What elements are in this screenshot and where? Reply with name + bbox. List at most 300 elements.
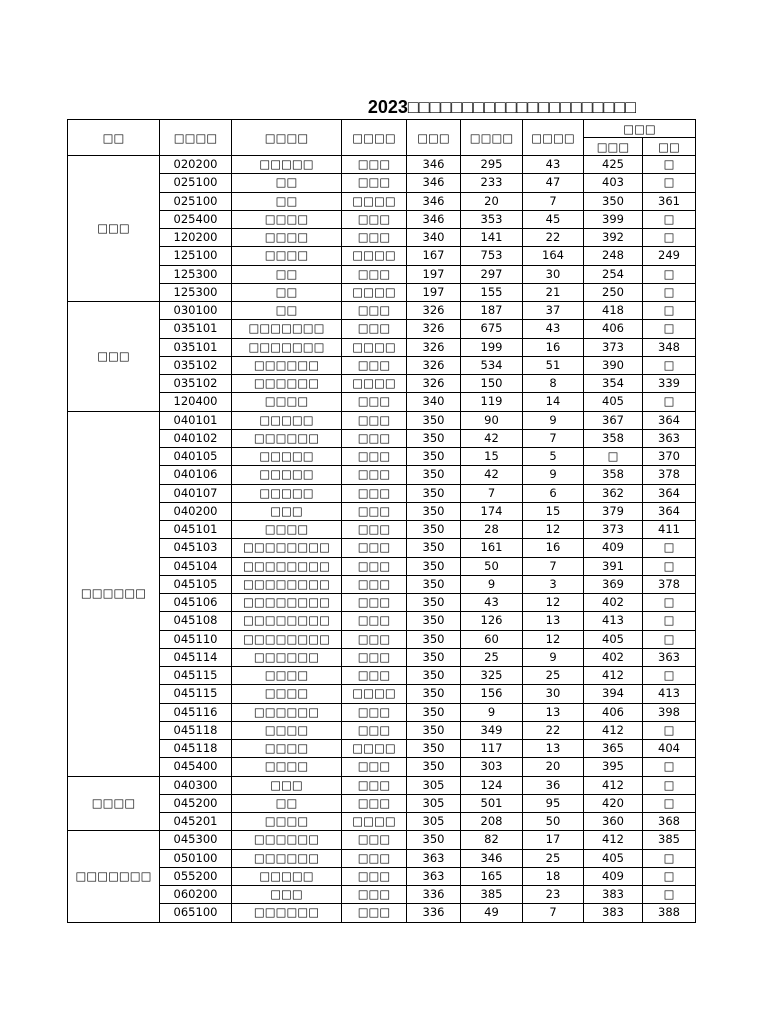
score-line-cell: 326: [407, 302, 461, 320]
admitted-cell: 43: [523, 156, 584, 174]
table-row: [68, 667, 696, 685]
max-score-cell: 250: [584, 283, 643, 301]
max-score-cell: 412: [584, 831, 643, 849]
admitted-cell: 12: [523, 630, 584, 648]
major-code-cell: 045105: [160, 575, 232, 593]
major-name-cell: □□□□□□: [232, 429, 342, 447]
table-row: [68, 411, 696, 429]
major-name-cell: □□□□□□: [232, 831, 342, 849]
table-row: [68, 375, 696, 393]
study-type-cell: □□□: [342, 502, 407, 520]
score-line-cell: 346: [407, 156, 461, 174]
admitted-cell: 22: [523, 229, 584, 247]
applicants-cell: 7: [461, 484, 523, 502]
max-score-cell: 409: [584, 539, 643, 557]
major-name-cell: □□□□□□□: [232, 320, 342, 338]
max-score-cell: 350: [584, 192, 643, 210]
major-name-cell: □□□□□□: [232, 648, 342, 666]
table-row: [68, 247, 696, 265]
major-name-cell: □□: [232, 283, 342, 301]
max-score-cell: 409: [584, 867, 643, 885]
score-line-cell: 350: [407, 539, 461, 557]
applicants-cell: 20: [461, 192, 523, 210]
min-score-cell: □: [643, 630, 696, 648]
admitted-cell: 5: [523, 448, 584, 466]
min-score-cell: □: [643, 539, 696, 557]
table-row: [68, 521, 696, 539]
study-type-cell: □□□: [342, 302, 407, 320]
applicants-cell: 675: [461, 320, 523, 338]
min-score-cell: 378: [643, 575, 696, 593]
max-score-cell: □: [584, 448, 643, 466]
min-score-cell: □: [643, 302, 696, 320]
major-name-cell: □□□□: [232, 740, 342, 758]
admitted-cell: 12: [523, 521, 584, 539]
applicants-cell: 174: [461, 502, 523, 520]
major-name-cell: □□□□□: [232, 867, 342, 885]
admitted-cell: 16: [523, 338, 584, 356]
major-name-cell: □□□□: [232, 667, 342, 685]
max-score-cell: 405: [584, 393, 643, 411]
table-row: [68, 484, 696, 502]
major-code-cell: 040200: [160, 502, 232, 520]
admitted-cell: 17: [523, 831, 584, 849]
study-type-cell: □□□: [342, 229, 407, 247]
major-code-cell: 055200: [160, 867, 232, 885]
applicants-cell: 349: [461, 721, 523, 739]
table-row: [68, 356, 696, 374]
min-score-cell: □: [643, 721, 696, 739]
applicants-cell: 9: [461, 575, 523, 593]
table-row: [68, 594, 696, 612]
major-code-cell: 045118: [160, 721, 232, 739]
min-score-cell: 368: [643, 813, 696, 831]
admitted-cell: 30: [523, 265, 584, 283]
max-score-cell: 405: [584, 849, 643, 867]
admitted-cell: 13: [523, 740, 584, 758]
major-code-cell: 035102: [160, 375, 232, 393]
max-score-cell: 402: [584, 594, 643, 612]
major-code-cell: 045101: [160, 521, 232, 539]
score-line-cell: 305: [407, 776, 461, 794]
max-score-cell: 418: [584, 302, 643, 320]
score-line-cell: 350: [407, 630, 461, 648]
major-code-cell: 040107: [160, 484, 232, 502]
major-code-cell: 045103: [160, 539, 232, 557]
header-admitted: □□□□: [523, 120, 584, 156]
major-name-cell: □□□□□: [232, 484, 342, 502]
major-name-cell: □□□□: [232, 229, 342, 247]
header-major-name: □□□□: [232, 120, 342, 156]
study-type-cell: □□□□: [342, 283, 407, 301]
min-score-cell: □: [643, 320, 696, 338]
applicants-cell: 155: [461, 283, 523, 301]
study-type-cell: □□□: [342, 320, 407, 338]
max-score-cell: 391: [584, 557, 643, 575]
major-name-cell: □□: [232, 174, 342, 192]
header-max-score: □□□: [584, 138, 643, 156]
major-code-cell: 060200: [160, 886, 232, 904]
admitted-cell: 164: [523, 247, 584, 265]
major-name-cell: □□□□□□□□: [232, 630, 342, 648]
min-score-cell: □: [643, 265, 696, 283]
department-cell: □□□□□□□: [68, 831, 160, 922]
major-code-cell: 045104: [160, 557, 232, 575]
applicants-cell: 385: [461, 886, 523, 904]
admitted-cell: 36: [523, 776, 584, 794]
score-line-cell: 197: [407, 265, 461, 283]
applicants-cell: 141: [461, 229, 523, 247]
applicants-cell: 501: [461, 794, 523, 812]
study-type-cell: □□□: [342, 557, 407, 575]
study-type-cell: □□□: [342, 648, 407, 666]
max-score-cell: 402: [584, 648, 643, 666]
admitted-cell: 22: [523, 721, 584, 739]
score-line-cell: 350: [407, 685, 461, 703]
admitted-cell: 50: [523, 813, 584, 831]
max-score-cell: 413: [584, 612, 643, 630]
study-type-cell: □□□: [342, 776, 407, 794]
max-score-cell: 254: [584, 265, 643, 283]
min-score-cell: 411: [643, 521, 696, 539]
score-line-cell: 363: [407, 867, 461, 885]
table-row: [68, 210, 696, 228]
min-score-cell: □: [643, 758, 696, 776]
study-type-cell: □□□: [342, 594, 407, 612]
max-score-cell: 412: [584, 721, 643, 739]
study-type-cell: □□□: [342, 448, 407, 466]
major-code-cell: 040101: [160, 411, 232, 429]
table-row: [68, 466, 696, 484]
major-name-cell: □□□□□□□□: [232, 557, 342, 575]
score-line-cell: 350: [407, 448, 461, 466]
admitted-cell: 51: [523, 356, 584, 374]
applicants-cell: 60: [461, 630, 523, 648]
major-name-cell: □□□□: [232, 521, 342, 539]
min-score-cell: 364: [643, 484, 696, 502]
table-row: [68, 776, 696, 794]
major-name-cell: □□□□□: [232, 466, 342, 484]
table-row: [68, 156, 696, 174]
study-type-cell: □□□: [342, 886, 407, 904]
major-code-cell: 025400: [160, 210, 232, 228]
score-line-cell: 350: [407, 502, 461, 520]
max-score-cell: 412: [584, 776, 643, 794]
applicants-cell: 117: [461, 740, 523, 758]
score-line-cell: 363: [407, 849, 461, 867]
major-code-cell: 045108: [160, 612, 232, 630]
min-score-cell: □: [643, 886, 696, 904]
applicants-cell: 156: [461, 685, 523, 703]
admitted-cell: 21: [523, 283, 584, 301]
score-line-cell: 350: [407, 557, 461, 575]
min-score-cell: □: [643, 612, 696, 630]
score-line-cell: 350: [407, 429, 461, 447]
admitted-cell: 15: [523, 502, 584, 520]
score-line-cell: 326: [407, 375, 461, 393]
study-type-cell: □□□□: [342, 338, 407, 356]
min-score-cell: 363: [643, 429, 696, 447]
study-type-cell: □□□: [342, 429, 407, 447]
max-score-cell: 406: [584, 703, 643, 721]
admitted-cell: 7: [523, 429, 584, 447]
score-line-cell: 350: [407, 740, 461, 758]
score-line-cell: 346: [407, 174, 461, 192]
score-line-cell: 350: [407, 484, 461, 502]
table-row: [68, 758, 696, 776]
major-name-cell: □□: [232, 265, 342, 283]
admitted-cell: 20: [523, 758, 584, 776]
table-row: [68, 539, 696, 557]
major-code-cell: 125300: [160, 265, 232, 283]
max-score-cell: 373: [584, 338, 643, 356]
applicants-cell: 42: [461, 429, 523, 447]
major-name-cell: □□□□: [232, 210, 342, 228]
applicants-cell: 534: [461, 356, 523, 374]
applicants-cell: 25: [461, 648, 523, 666]
admitted-cell: 9: [523, 466, 584, 484]
major-code-cell: 035101: [160, 338, 232, 356]
applicants-cell: 90: [461, 411, 523, 429]
max-score-cell: 399: [584, 210, 643, 228]
max-score-cell: 412: [584, 667, 643, 685]
min-score-cell: 361: [643, 192, 696, 210]
admitted-cell: 12: [523, 594, 584, 612]
study-type-cell: □□□: [342, 721, 407, 739]
score-line-cell: 346: [407, 192, 461, 210]
min-score-cell: 339: [643, 375, 696, 393]
document-title: 2023□□□□□□□□□□□□□□□□□□□□□: [367, 97, 637, 117]
score-line-cell: 167: [407, 247, 461, 265]
applicants-cell: 353: [461, 210, 523, 228]
major-code-cell: 025100: [160, 174, 232, 192]
major-name-cell: □□□: [232, 886, 342, 904]
applicants-cell: 233: [461, 174, 523, 192]
major-name-cell: □□□□□□: [232, 703, 342, 721]
score-line-cell: 305: [407, 813, 461, 831]
major-code-cell: 020200: [160, 156, 232, 174]
score-line-cell: 197: [407, 283, 461, 301]
table-row: [68, 338, 696, 356]
applicants-cell: 297: [461, 265, 523, 283]
study-type-cell: □□□: [342, 849, 407, 867]
applicants-cell: 150: [461, 375, 523, 393]
max-score-cell: 406: [584, 320, 643, 338]
study-type-cell: □□□: [342, 612, 407, 630]
table-row: [68, 630, 696, 648]
max-score-cell: 395: [584, 758, 643, 776]
score-line-cell: 350: [407, 575, 461, 593]
header-department: □□: [68, 120, 160, 156]
min-score-cell: 388: [643, 904, 696, 922]
applicants-cell: 9: [461, 703, 523, 721]
major-code-cell: 045116: [160, 703, 232, 721]
max-score-cell: 358: [584, 466, 643, 484]
admitted-cell: 37: [523, 302, 584, 320]
table-row: [68, 229, 696, 247]
study-type-cell: □□□: [342, 356, 407, 374]
score-line-cell: 350: [407, 758, 461, 776]
max-score-cell: 373: [584, 521, 643, 539]
min-score-cell: 385: [643, 831, 696, 849]
table-row: [68, 448, 696, 466]
major-code-cell: 045110: [160, 630, 232, 648]
max-score-cell: 358: [584, 429, 643, 447]
major-code-cell: 045400: [160, 758, 232, 776]
max-score-cell: 383: [584, 886, 643, 904]
major-name-cell: □□□□□□□□: [232, 539, 342, 557]
department-cell: □□□□: [68, 776, 160, 831]
admitted-cell: 25: [523, 667, 584, 685]
table-row: [68, 174, 696, 192]
score-line-cell: 350: [407, 594, 461, 612]
header-major-code: □□□□: [160, 120, 232, 156]
applicants-cell: 126: [461, 612, 523, 630]
table-row: [68, 192, 696, 210]
admitted-cell: 95: [523, 794, 584, 812]
applicants-cell: 82: [461, 831, 523, 849]
study-type-cell: □□□□: [342, 192, 407, 210]
table-row: [68, 265, 696, 283]
min-score-cell: 404: [643, 740, 696, 758]
table-row: [68, 393, 696, 411]
admitted-cell: 13: [523, 612, 584, 630]
major-name-cell: □□□□□: [232, 411, 342, 429]
max-score-cell: 360: [584, 813, 643, 831]
admitted-cell: 47: [523, 174, 584, 192]
min-score-cell: 398: [643, 703, 696, 721]
header-applicants: □□□□: [461, 120, 523, 156]
score-line-cell: 336: [407, 886, 461, 904]
min-score-cell: □: [643, 594, 696, 612]
admitted-cell: 7: [523, 192, 584, 210]
admitted-cell: 45: [523, 210, 584, 228]
table-row: [68, 575, 696, 593]
major-name-cell: □□□□□□: [232, 375, 342, 393]
major-code-cell: 040105: [160, 448, 232, 466]
major-name-cell: □□□□: [232, 393, 342, 411]
min-score-cell: □: [643, 229, 696, 247]
study-type-cell: □□□: [342, 794, 407, 812]
applicants-cell: 753: [461, 247, 523, 265]
major-code-cell: 045200: [160, 794, 232, 812]
applicants-cell: 303: [461, 758, 523, 776]
major-code-cell: 045115: [160, 667, 232, 685]
major-code-cell: 040300: [160, 776, 232, 794]
table-row: [68, 685, 696, 703]
max-score-cell: 425: [584, 156, 643, 174]
study-type-cell: □□□: [342, 521, 407, 539]
admission-score-table: [67, 119, 696, 923]
max-score-cell: 365: [584, 740, 643, 758]
applicants-cell: 124: [461, 776, 523, 794]
major-name-cell: □□□□□□: [232, 356, 342, 374]
applicants-cell: 165: [461, 867, 523, 885]
major-code-cell: 035102: [160, 356, 232, 374]
applicants-cell: 161: [461, 539, 523, 557]
admitted-cell: 25: [523, 849, 584, 867]
major-code-cell: 045300: [160, 831, 232, 849]
major-name-cell: □□□□□□□: [232, 338, 342, 356]
major-code-cell: 040102: [160, 429, 232, 447]
study-type-cell: □□□□: [342, 375, 407, 393]
admitted-cell: 7: [523, 904, 584, 922]
study-type-cell: □□□: [342, 831, 407, 849]
applicants-cell: 208: [461, 813, 523, 831]
table-row: [68, 703, 696, 721]
score-line-cell: 326: [407, 356, 461, 374]
major-name-cell: □□□□□: [232, 448, 342, 466]
table-row: [68, 867, 696, 885]
major-name-cell: □□: [232, 302, 342, 320]
major-code-cell: 040106: [160, 466, 232, 484]
major-name-cell: □□: [232, 192, 342, 210]
min-score-cell: □: [643, 794, 696, 812]
applicants-cell: 49: [461, 904, 523, 922]
max-score-cell: 367: [584, 411, 643, 429]
table-row: [68, 557, 696, 575]
major-name-cell: □□□□□: [232, 156, 342, 174]
score-line-cell: 346: [407, 210, 461, 228]
score-line-cell: 336: [407, 904, 461, 922]
min-score-cell: 348: [643, 338, 696, 356]
major-code-cell: 125300: [160, 283, 232, 301]
admitted-cell: 8: [523, 375, 584, 393]
department-cell: □□□: [68, 302, 160, 412]
major-code-cell: 045118: [160, 740, 232, 758]
max-score-cell: 420: [584, 794, 643, 812]
table-row: [68, 302, 696, 320]
score-line-cell: 350: [407, 831, 461, 849]
applicants-cell: 325: [461, 667, 523, 685]
admitted-cell: 9: [523, 648, 584, 666]
header-study-type: □□□□: [342, 120, 407, 156]
major-name-cell: □□□□□□□□: [232, 575, 342, 593]
study-type-cell: □□□: [342, 484, 407, 502]
max-score-cell: 405: [584, 630, 643, 648]
table-row: [68, 740, 696, 758]
min-score-cell: □: [643, 849, 696, 867]
major-code-cell: 065100: [160, 904, 232, 922]
major-name-cell: □□□□: [232, 758, 342, 776]
applicants-cell: 43: [461, 594, 523, 612]
min-score-cell: □: [643, 667, 696, 685]
max-score-cell: 248: [584, 247, 643, 265]
min-score-cell: 364: [643, 411, 696, 429]
applicants-cell: 42: [461, 466, 523, 484]
major-name-cell: □□□□: [232, 685, 342, 703]
major-code-cell: 045201: [160, 813, 232, 831]
score-line-cell: 350: [407, 411, 461, 429]
min-score-cell: 249: [643, 247, 696, 265]
score-line-cell: 350: [407, 466, 461, 484]
max-score-cell: 383: [584, 904, 643, 922]
study-type-cell: □□□□: [342, 813, 407, 831]
table-row: [68, 849, 696, 867]
applicants-cell: 346: [461, 849, 523, 867]
table-row: [68, 721, 696, 739]
admitted-cell: 9: [523, 411, 584, 429]
admitted-cell: 23: [523, 886, 584, 904]
admitted-cell: 13: [523, 703, 584, 721]
table-body: [68, 156, 696, 923]
min-score-cell: 363: [643, 648, 696, 666]
min-score-cell: 364: [643, 502, 696, 520]
score-line-cell: 326: [407, 320, 461, 338]
score-line-cell: 305: [407, 794, 461, 812]
score-line-cell: 350: [407, 612, 461, 630]
table-row: [68, 429, 696, 447]
